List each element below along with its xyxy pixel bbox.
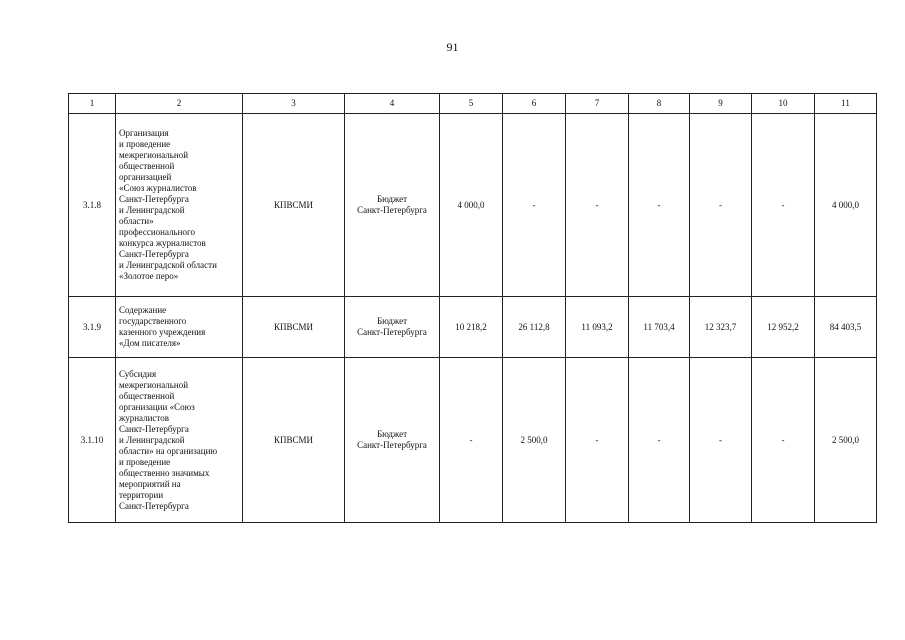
row-name-line: профессионального — [119, 227, 195, 237]
row-value: - — [566, 358, 629, 523]
row-name-line: Санкт-Петербурга — [119, 194, 189, 204]
row-value: - — [440, 358, 503, 523]
row-source-line: Бюджет — [376, 316, 408, 326]
row-name-line: Субсидия — [119, 368, 157, 379]
row-source-line: Бюджет — [376, 194, 408, 204]
row-value: 4 000,0 — [440, 114, 503, 297]
row-executor: КПВСМИ — [243, 358, 345, 523]
row-name-line: общественной — [119, 161, 175, 171]
row-name-line: «Дом писателя» — [119, 338, 181, 348]
row-name-line: территории — [119, 489, 164, 500]
row-name-line: организации «Союз — [119, 401, 195, 412]
row-number: 3.1.10 — [69, 358, 116, 523]
column-header: 2 — [116, 94, 243, 114]
row-value: 2 500,0 — [503, 358, 566, 523]
row-name-line: и Ленинградской области — [119, 260, 217, 270]
budget-table — [68, 93, 877, 523]
row-name-line: журналистов — [119, 412, 169, 423]
row-total: 2 500,0 — [815, 358, 877, 523]
row-source-line: Бюджет — [376, 429, 408, 439]
row-name-line: и проведение — [119, 139, 171, 149]
header-row — [69, 94, 877, 114]
row-name-line: «Золотое перо» — [119, 271, 179, 281]
row-name-line: Санкт-Петербурга — [119, 423, 189, 434]
row-value: - — [690, 358, 752, 523]
table-row — [69, 114, 877, 297]
row-name-line: мероприятий на — [119, 478, 181, 489]
row-value: - — [690, 114, 752, 297]
column-header: 7 — [566, 94, 629, 114]
column-header: 4 — [345, 94, 440, 114]
row-source-line: Санкт-Петербурга — [357, 205, 427, 215]
row-value: 12 323,7 — [690, 297, 752, 358]
column-header: 1 — [69, 94, 116, 114]
column-header: 8 — [629, 94, 690, 114]
row-name-line: Санкт-Петербурга — [119, 249, 189, 259]
column-header: 6 — [503, 94, 566, 114]
column-header: 3 — [243, 94, 345, 114]
row-value: - — [752, 358, 815, 523]
row-name-line: межрегиональной — [119, 150, 189, 160]
row-name-line: Организация — [119, 128, 169, 138]
row-executor: КПВСМИ — [243, 114, 345, 297]
row-name-line: конкурса журналистов — [119, 238, 206, 248]
row-number: 3.1.8 — [69, 114, 116, 297]
row-name-line: «Союз журналистов — [119, 183, 197, 193]
page-number: 91 — [446, 40, 459, 54]
row-name-line: и проведение — [119, 456, 171, 467]
row-name-line: и Ленинградской — [119, 205, 185, 215]
row-value: 11 703,4 — [629, 297, 690, 358]
row-name — [116, 297, 243, 358]
row-source — [345, 114, 440, 297]
row-name-line: государственного — [119, 316, 187, 326]
row-name-line: общественной — [119, 390, 175, 401]
row-number: 3.1.9 — [69, 297, 116, 358]
column-header: 9 — [690, 94, 752, 114]
row-name-line: области» — [119, 216, 154, 226]
row-name-line: и Ленинградской — [119, 434, 185, 445]
row-name-line: организацией — [119, 172, 172, 182]
row-name — [116, 114, 243, 297]
row-source-line: Санкт-Петербурга — [357, 440, 427, 450]
row-value: - — [629, 114, 690, 297]
row-value: 10 218,2 — [440, 297, 503, 358]
row-name-line: Содержание — [119, 305, 167, 315]
row-total: 4 000,0 — [815, 114, 877, 297]
column-header: 11 — [815, 94, 877, 114]
row-name-line: области» на организацию — [119, 445, 218, 456]
row-value: 11 093,2 — [566, 297, 629, 358]
row-value: - — [629, 358, 690, 523]
row-total: 84 403,5 — [815, 297, 877, 358]
row-name-line: казенного учреждения — [119, 327, 206, 337]
row-value: 26 112,8 — [503, 297, 566, 358]
table-row — [69, 358, 877, 523]
column-header: 10 — [752, 94, 815, 114]
row-executor: КПВСМИ — [243, 297, 345, 358]
row-source-line: Санкт-Петербурга — [357, 327, 427, 337]
row-value: - — [566, 114, 629, 297]
row-value: - — [503, 114, 566, 297]
row-name-line: общественно значимых — [119, 467, 210, 478]
row-value: - — [752, 114, 815, 297]
table-row — [69, 297, 877, 358]
row-name-line: межрегиональной — [119, 379, 189, 390]
row-name-line: Санкт-Петербурга — [119, 500, 189, 511]
row-source — [345, 297, 440, 358]
row-name — [116, 358, 243, 523]
column-header: 5 — [440, 94, 503, 114]
row-value: 12 952,2 — [752, 297, 815, 358]
row-source — [345, 358, 440, 523]
